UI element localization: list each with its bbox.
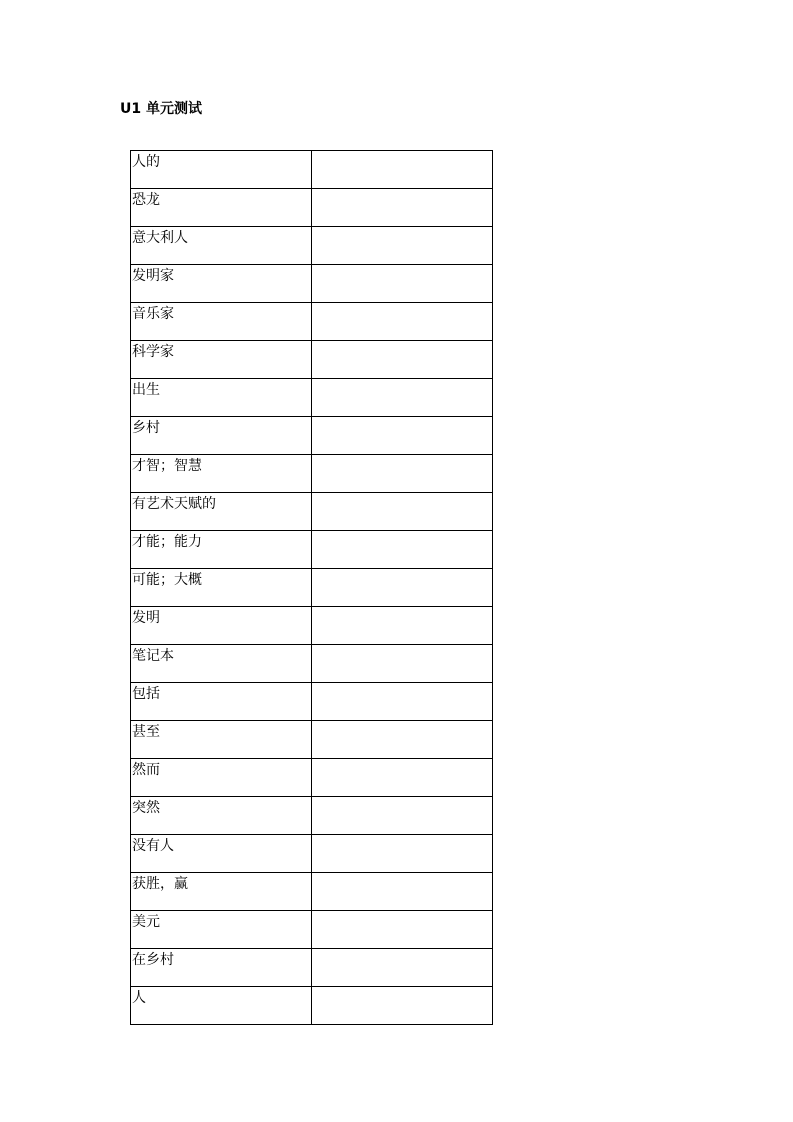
chinese-term: 可能；大概 — [132, 572, 202, 588]
table-row — [131, 645, 493, 683]
answer-cell — [312, 721, 493, 759]
table-row — [131, 987, 493, 1025]
answer-text — [312, 379, 492, 381]
answer-text — [312, 303, 492, 305]
answer-text — [312, 341, 492, 343]
vocab-table-body — [131, 151, 493, 1025]
chinese-term: 发明家 — [132, 268, 174, 284]
answer-cell — [312, 607, 493, 645]
answer-text — [312, 645, 492, 647]
chinese-term-cell — [131, 493, 312, 531]
chinese-term-cell — [131, 265, 312, 303]
answer-text — [312, 151, 492, 153]
table-row — [131, 873, 493, 911]
table-row — [131, 569, 493, 607]
answer-text — [312, 911, 492, 913]
table-row — [131, 493, 493, 531]
chinese-term: 出生 — [132, 382, 160, 398]
vocab-table — [130, 150, 493, 1025]
chinese-term: 包括 — [132, 686, 160, 702]
answer-cell — [312, 379, 493, 417]
answer-cell — [312, 227, 493, 265]
chinese-term: 科学家 — [132, 344, 174, 360]
answer-cell — [312, 531, 493, 569]
answer-cell — [312, 759, 493, 797]
chinese-term-cell — [131, 873, 312, 911]
chinese-term-cell — [131, 987, 312, 1025]
chinese-term-cell — [131, 417, 312, 455]
table-row — [131, 759, 493, 797]
chinese-term: 才能；能力 — [132, 534, 202, 550]
answer-cell — [312, 493, 493, 531]
chinese-term: 突然 — [132, 800, 160, 816]
answer-cell — [312, 455, 493, 493]
table-row — [131, 911, 493, 949]
answer-text — [312, 721, 492, 723]
answer-cell — [312, 987, 493, 1025]
chinese-term: 意大利人 — [132, 230, 188, 246]
chinese-term-cell — [131, 455, 312, 493]
chinese-term: 甚至 — [132, 724, 160, 740]
page-title: U1 单元测试 — [120, 101, 202, 117]
table-row — [131, 417, 493, 455]
chinese-term: 发明 — [132, 610, 160, 626]
answer-cell — [312, 911, 493, 949]
chinese-term: 音乐家 — [132, 306, 174, 322]
answer-cell — [312, 683, 493, 721]
chinese-term-cell — [131, 683, 312, 721]
chinese-term: 笔记本 — [132, 648, 174, 664]
chinese-term: 人的 — [132, 154, 160, 170]
table-row — [131, 151, 493, 189]
chinese-term-cell — [131, 645, 312, 683]
answer-text — [312, 835, 492, 837]
chinese-term-cell — [131, 759, 312, 797]
chinese-term-cell — [131, 607, 312, 645]
chinese-term: 恐龙 — [132, 192, 160, 208]
answer-cell — [312, 303, 493, 341]
answer-text — [312, 227, 492, 229]
table-row — [131, 455, 493, 493]
chinese-term-cell — [131, 949, 312, 987]
chinese-term-cell — [131, 379, 312, 417]
answer-text — [312, 455, 492, 457]
answer-text — [312, 797, 492, 799]
chinese-term: 然而 — [132, 762, 160, 778]
table-row — [131, 379, 493, 417]
answer-cell — [312, 835, 493, 873]
chinese-term-cell — [131, 227, 312, 265]
chinese-term: 美元 — [132, 914, 160, 930]
chinese-term-cell — [131, 303, 312, 341]
table-row — [131, 797, 493, 835]
table-row — [131, 949, 493, 987]
answer-text — [312, 759, 492, 761]
table-row — [131, 721, 493, 759]
answer-cell — [312, 341, 493, 379]
answer-text — [312, 493, 492, 495]
chinese-term-cell — [131, 797, 312, 835]
chinese-term: 获胜，赢 — [132, 876, 188, 892]
chinese-term-cell — [131, 911, 312, 949]
table-row — [131, 303, 493, 341]
chinese-term-cell — [131, 531, 312, 569]
answer-text — [312, 607, 492, 609]
chinese-term-cell — [131, 341, 312, 379]
answer-cell — [312, 417, 493, 455]
answer-text — [312, 949, 492, 951]
answer-cell — [312, 265, 493, 303]
answer-text — [312, 873, 492, 875]
chinese-term: 有艺术天赋的 — [132, 496, 216, 512]
table-row — [131, 189, 493, 227]
table-row — [131, 227, 493, 265]
chinese-term-cell — [131, 835, 312, 873]
answer-text — [312, 417, 492, 419]
table-row — [131, 835, 493, 873]
chinese-term: 在乡村 — [132, 952, 174, 968]
table-row — [131, 531, 493, 569]
answer-text — [312, 683, 492, 685]
chinese-term: 人 — [132, 990, 146, 1006]
answer-cell — [312, 189, 493, 227]
chinese-term-cell — [131, 189, 312, 227]
answer-cell — [312, 569, 493, 607]
table-row — [131, 265, 493, 303]
answer-cell — [312, 797, 493, 835]
chinese-term: 才智；智慧 — [132, 458, 202, 474]
answer-cell — [312, 645, 493, 683]
chinese-term-cell — [131, 151, 312, 189]
answer-text — [312, 569, 492, 571]
answer-cell — [312, 873, 493, 911]
answer-text — [312, 531, 492, 533]
table-row — [131, 341, 493, 379]
chinese-term-cell — [131, 721, 312, 759]
answer-text — [312, 987, 492, 989]
chinese-term-cell — [131, 569, 312, 607]
chinese-term: 乡村 — [132, 420, 160, 436]
table-row — [131, 683, 493, 721]
answer-text — [312, 265, 492, 267]
answer-cell — [312, 151, 493, 189]
chinese-term: 没有人 — [132, 838, 174, 854]
table-row — [131, 607, 493, 645]
answer-cell — [312, 949, 493, 987]
answer-text — [312, 189, 492, 191]
